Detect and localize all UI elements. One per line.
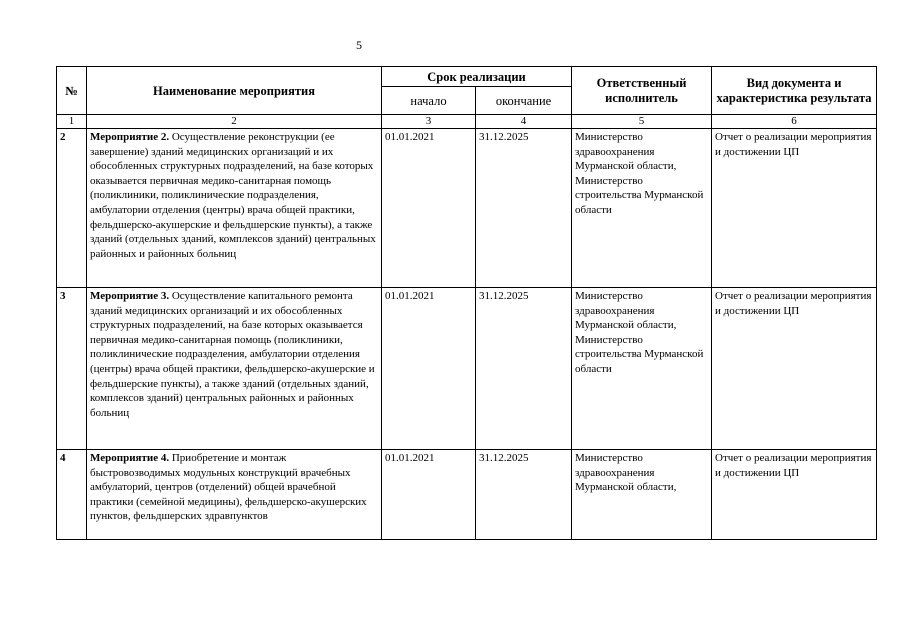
row-number: 3 (57, 288, 87, 450)
column-number: 6 (712, 115, 877, 129)
start-date: 01.01.2021 (382, 129, 476, 288)
header-responsible: Ответственный исполнитель (572, 67, 712, 115)
column-number: 3 (382, 115, 476, 129)
responsible-cell: Министерство здравоохранения Мурманской области, (572, 450, 712, 540)
column-number: 4 (476, 115, 572, 129)
table-row (57, 450, 877, 540)
header-number: № (57, 67, 87, 115)
result-cell: Отчет о реализации мероприятия и достижении ЦП (712, 129, 877, 288)
responsible-cell: Министерство здравоохранения Мурманской области, Министерство строительства Мурманской области (572, 288, 712, 450)
end-date: 31.12.2025 (476, 288, 572, 450)
activity-description: Осуществление реконструкции (ее завершение) зданий медицинских организаций и их обособленных структурных подразделений, на базе которых оказывается первичная медико-санитарная помощь (поликлиники, поликлинические подразделения, амбулатории отделения (центры) врача общей практики, фельдшерско-акушерские и фельдшерские пункты), а также зданий (отдельных зданий, комплексов зданий) центральных районных и районных больниц (90, 131, 376, 260)
result-cell: Отчет о реализации мероприятия и достижении ЦП (712, 288, 877, 450)
activity-description: Осуществление капитального ремонта зданий медицинских организаций и их обособленных структурных подразделений, на базе которых оказывается первичная медико-санитарная помощь (поликлиники, поликлинические подразделения, амбулатории отделения (центры) врача общей практики, фельдшерско-акушерские и фельдшерские пункты), а также зданий (отдельных зданий, комплексов зданий) центральных районных и районных больниц (90, 290, 375, 419)
table-row (57, 288, 877, 450)
activity-cell (87, 450, 382, 540)
column-number: 1 (57, 115, 87, 129)
activity-cell (87, 129, 382, 288)
page-number: 5 (356, 38, 362, 52)
column-number: 2 (87, 115, 382, 129)
result-cell: Отчет о реализации мероприятия и достижении ЦП (712, 450, 877, 540)
table-row (57, 129, 877, 288)
responsible-cell: Министерство здравоохранения Мурманской области, Министерство строительства Мурманской области (572, 129, 712, 288)
header-end: окончание (476, 87, 572, 115)
header-implementation-period: Срок реализации (382, 67, 572, 87)
end-date: 31.12.2025 (476, 450, 572, 540)
activity-title: Мероприятие 4. (90, 452, 170, 464)
activity-description: Приобретение и монтаж быстровозводимых модульных конструкций врачебных амбулаторий, центров (отделений) общей врачебной практики (семейной медицины), фельдшерско-акушерских пунктов, фельдшерских здравпунктов (90, 452, 367, 523)
activities-table (56, 66, 877, 540)
start-date: 01.01.2021 (382, 288, 476, 450)
activity-title: Мероприятие 3. (90, 290, 170, 302)
row-number: 2 (57, 129, 87, 288)
activity-cell (87, 288, 382, 450)
row-number: 4 (57, 450, 87, 540)
header-start: начало (382, 87, 476, 115)
column-number-row (57, 115, 877, 129)
activity-title: Мероприятие 2. (90, 131, 170, 143)
start-date: 01.01.2021 (382, 450, 476, 540)
header-result: Вид документа и характеристика результата (712, 67, 877, 115)
header-activity-name: Наименование мероприятия (87, 67, 382, 115)
column-number: 5 (572, 115, 712, 129)
end-date: 31.12.2025 (476, 129, 572, 288)
